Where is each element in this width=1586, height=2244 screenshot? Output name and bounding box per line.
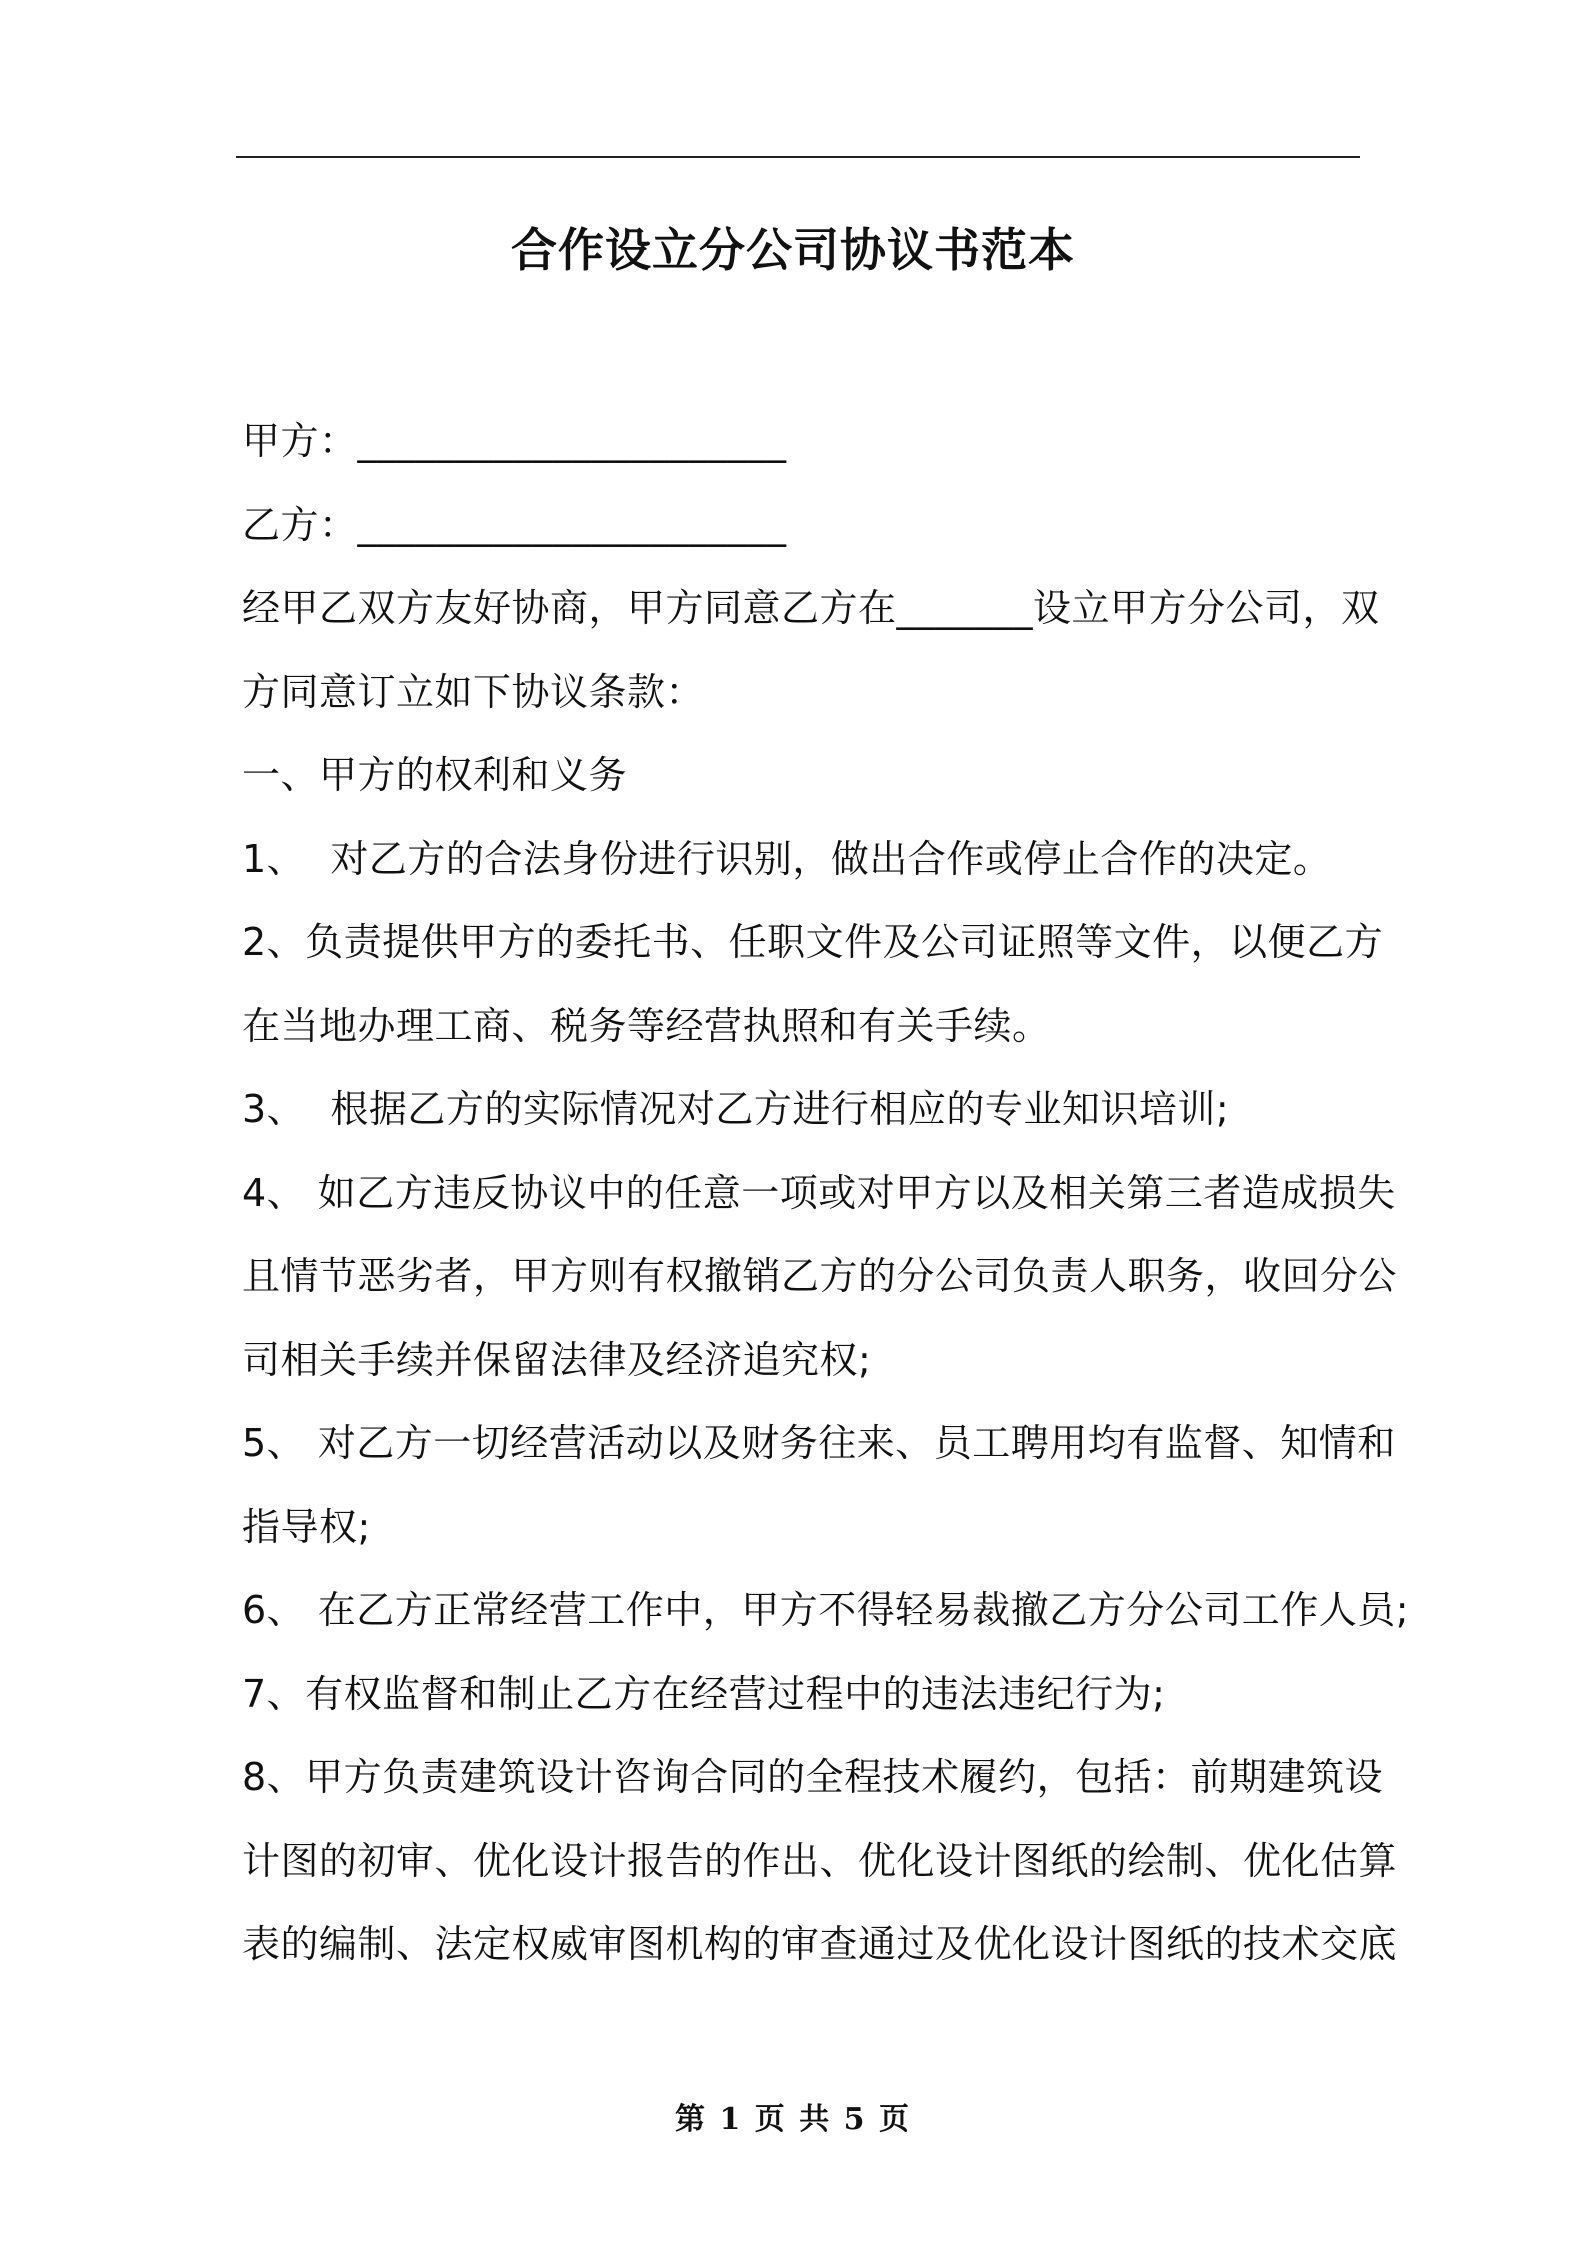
- party-a-line: 甲方：______________________: [242, 419, 787, 463]
- clause-line: 2、负责提供甲方的委托书、任职文件及公司证照等文件，以便乙方: [242, 920, 1384, 964]
- document-title: 合作设立分公司协议书范本: [511, 223, 1075, 277]
- clause-line: 4、 如乙方违反协议中的任意一项或对甲方以及相关第三者造成损失: [242, 1170, 1396, 1215]
- clause-line: 计图的初审、优化设计报告的作出、优化设计图纸的绘制、优化估算: [242, 1838, 1398, 1883]
- preamble-line: 方同意订立如下协议条款：: [242, 669, 705, 714]
- header-rule: [236, 156, 1360, 158]
- preamble-line: 经甲乙双方友好协商，甲方同意乙方在_______设立甲方分公司，双: [242, 586, 1380, 630]
- clause-line: 5、 对乙方一切经营活动以及财务往来、员工聘用均有监督、知情和: [242, 1421, 1396, 1465]
- clause-line: 表的编制、法定权威审图机构的审查通过及优化设计图纸的技术交底: [242, 1922, 1398, 1966]
- clause-line: 司相关手续并保留法律及经济追究权;: [242, 1337, 872, 1382]
- document-body: [242, 400, 1410, 1987]
- clause-line: 指导权;: [242, 1504, 371, 1549]
- page-footer: 第 1 页 共 5 页: [675, 2102, 911, 2137]
- clause-line: 1、 对乙方的合法身份进行识别，做出合作或停止合作的决定。: [242, 836, 1332, 881]
- clause-line: 8、甲方负责建筑设计咨询合同的全程技术履约，包括：前期建筑设: [242, 1755, 1384, 1799]
- clause-line: 在当地办理工商、税务等经营执照和有关手续。: [242, 1003, 1051, 1048]
- clause-line: 3、 根据乙方的实际情况对乙方进行相应的专业知识培训;: [242, 1087, 1230, 1131]
- clause-line: 6、 在乙方正常经营工作中，甲方不得轻易裁撤乙方分公司工作人员;: [242, 1588, 1410, 1632]
- party-b-line: 乙方：______________________: [242, 502, 787, 547]
- clause-line: 7、有权监督和制止乙方在经营过程中的违法违纪行为;: [242, 1671, 1166, 1716]
- section-heading: 一、甲方的权利和义务: [242, 753, 628, 797]
- clause-line: 且情节恶劣者，甲方则有权撤销乙方的分公司负责人职务，收回分公: [242, 1254, 1398, 1298]
